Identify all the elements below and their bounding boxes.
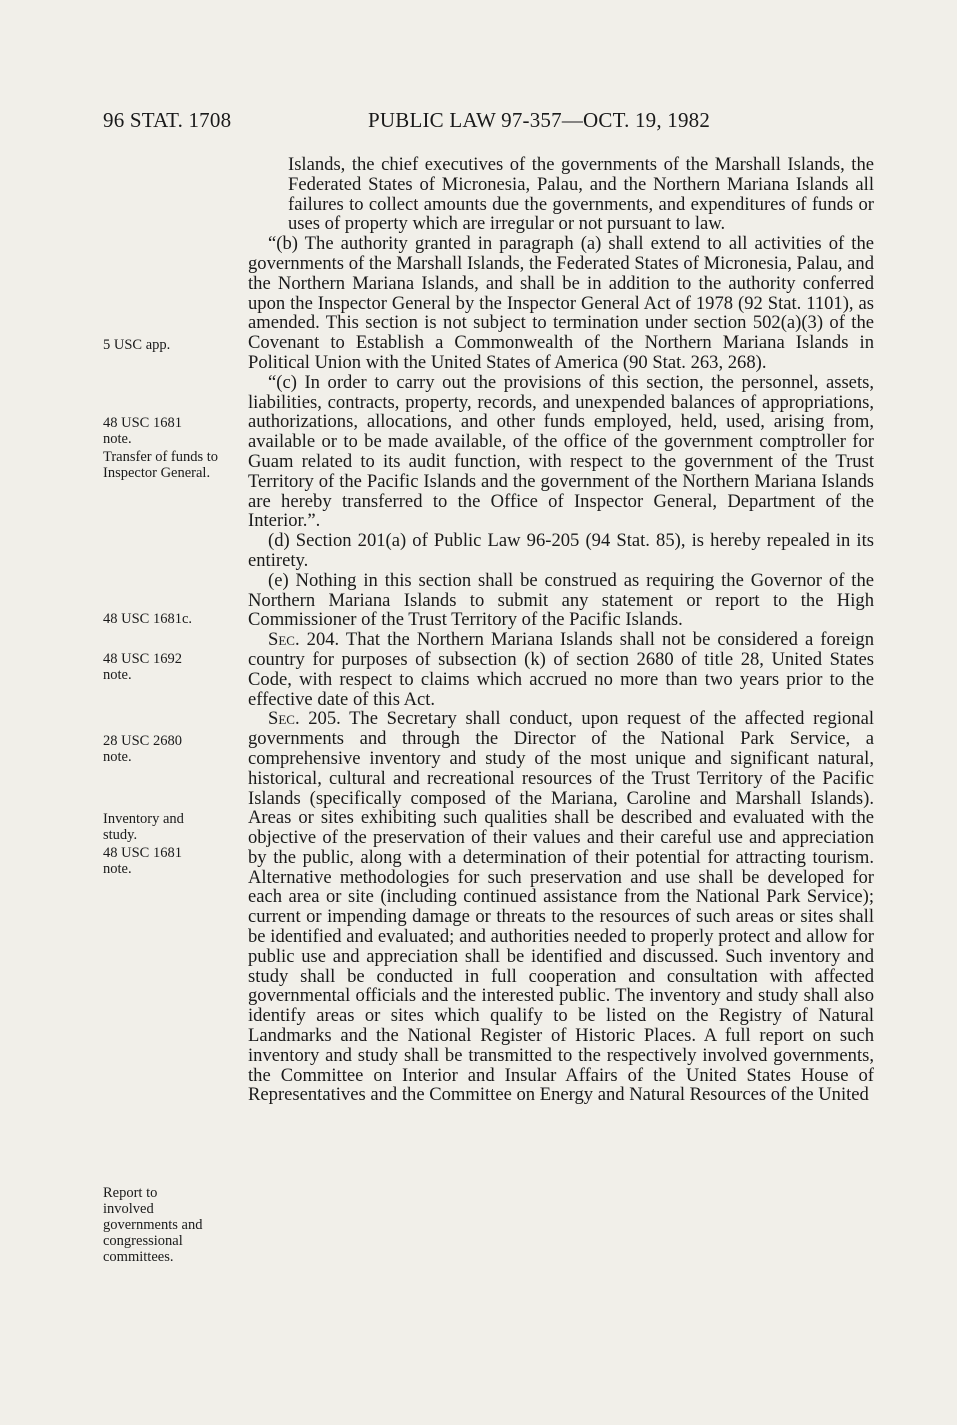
section-204-label: Sec. 204. bbox=[268, 629, 340, 651]
public-law-title: PUBLIC LAW 97-357—OCT. 19, 1982 bbox=[368, 108, 711, 132]
stat-page-number: 96 STAT. 1708 bbox=[103, 108, 232, 132]
margin-note-48-usc-1681-note: 48 USC 1681 note. bbox=[103, 415, 182, 447]
margin-note-inventory-and-study: Inventory and study. bbox=[103, 811, 184, 843]
margin-note-48-usc-1692-note: 48 USC 1692 note. bbox=[103, 651, 182, 683]
paragraph-continued: Islands, the chief executives of the governments of the Marshall Islands, the Federated States of Micronesia, Palau, and the Northern Mariana Islands all failures to collect amounts due the governments, and expenditures of funds or uses of property which are irregular or not pursuant to law. bbox=[288, 154, 874, 235]
section-204-text: That the Northern Mariana Islands shall not be considered a foreign country for purposes of subsection (k) of section 2680 of title 28, United States Code, with respect to claims which accrued no more than two years prior to the effective date of this Act. bbox=[248, 629, 874, 710]
section-205 bbox=[248, 709, 874, 1105]
paragraph-c: “(c) In order to carry out the provisions of this section, the personnel, assets, liabilities, contracts, property, records, and unexpended balances of appropriations, authorizations, allocations, and other funds employed, held, used, arising from, available or to be made available, of the office of the government comptroller for Guam related to its audit function, with respect to the government of the Trust Territory of the Pacific Islands and the government of the Northern Mariana Islands are hereby transferred to the Office of Inspector General, Department of the Interior.”. bbox=[248, 371, 874, 532]
margin-note-5-usc-app: 5 USC app. bbox=[103, 337, 171, 353]
margin-note-48-usc-1681c: 48 USC 1681c. bbox=[103, 611, 193, 627]
section-205-text: The Secretary shall conduct, upon request of the affected regional governments and through the Director of the National Park Service, a comprehensive inventory and study of the most unique and significant natural, historical, cultural and recreational resources of the Trust Territory of the Pacific Islands (specifically composed of the Mariana, Caroline and Marshall Islands). Areas or sites exhibiting such qualities shall be described and evaluated with the objective of the preservation of their values and their careful use and appreciation by the public, along with a determination of their potential for attracting tourism. Alternative methodologies for such preservation and use shall be developed for each area or site (including continued assistance from the National Park Service); current or impending damage or threats to the resources of such areas or sites shall be identified and evaluated; and authorities needed to properly protect and allow for public use and appreciation shall be identified and discussed. Such inventory and study shall be conducted in full cooperation and consultation with affected governmental officials and the interested public. The inventory and study shall also identify areas or sites which qualify to be listed on the Registry of Natural Landmarks and the National Register of Historic Places. A full report on such inventory and study shall be transmitted to the respectively involved governments, the Committee on Interior and Insular Affairs of the United States House of Representatives and the Committee on Energy and Natural Resources of the United bbox=[248, 708, 875, 1106]
paragraph-d: (d) Section 201(a) of Public Law 96-205 (94 Stat. 85), is hereby repealed in its entirety. bbox=[248, 530, 874, 571]
margin-note-48-usc-1681-note-2: 48 USC 1681 note. bbox=[103, 845, 182, 877]
section-205-label: Sec. 205. bbox=[268, 708, 341, 730]
margin-note-transfer-of-funds: Transfer of funds to Inspector General. bbox=[103, 449, 219, 481]
margin-note-report-to-governments: Report to involved governments and congressional committees. bbox=[103, 1185, 203, 1265]
paragraph-b: “(b) The authority granted in paragraph (a) shall extend to all activities of the governments of the Marshall Islands, the Federated States of Micronesia, Palau, and the Northern Mariana Islands, and shall be in addition to the authority conferred upon the Inspector General by the Inspector General Act of 1978 (92 Stat. 1101), as amended. This section is not subject to termination under section 502(a)(3) of the Covenant to Establish a Commonwealth of the Northern Mariana Islands in Political Union with the United States of America (90 Stat. 263, 268). bbox=[248, 233, 874, 373]
section-204 bbox=[248, 630, 874, 709]
paragraph-e: (e) Nothing in this section shall be construed as requiring the Governor of the Northern Mariana Islands to submit any statement or report to the High Commissioner of the Trust Territory of the Pacific Islands. bbox=[248, 569, 874, 631]
page-body bbox=[248, 155, 874, 1105]
margin-note-28-usc-2680-note: 28 USC 2680 note. bbox=[103, 733, 182, 765]
